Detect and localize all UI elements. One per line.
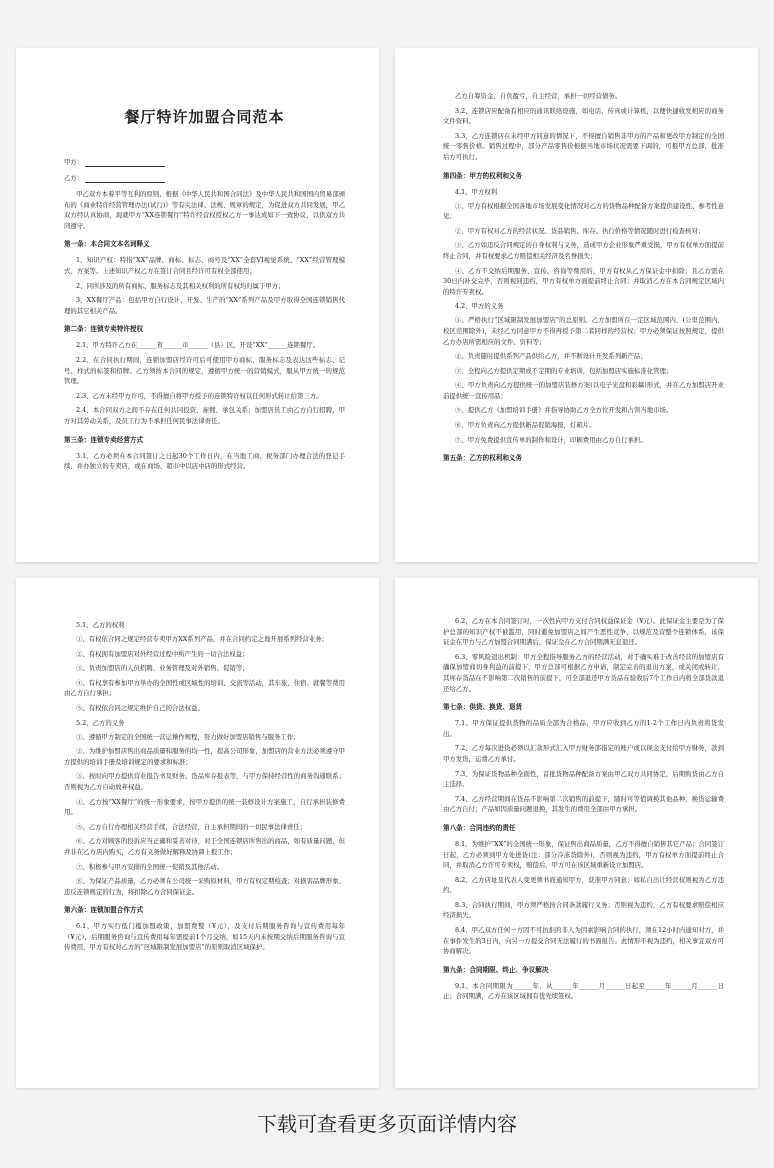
paragraph: ⑤、乙方自行办理相关经营手续，合法经营，自主承担期间的一切民事法律责任； xyxy=(76,822,307,831)
paragraph: 8.2、乙方店址及代表人变更须书面通知甲方，获准甲方同意；如私自出让经营权则视为乙方违约。 xyxy=(443,875,724,895)
paragraph: ①、甲方有权根据全国各地市场发展变化情况对乙方的货物品种配备方案提供建设性、参考性意见； xyxy=(443,201,724,221)
section-heading: 第六条：连锁加盟合作方式 xyxy=(64,906,144,915)
document-page-4 xyxy=(395,578,758,1088)
page-content xyxy=(64,189,345,472)
paragraph: ②、为维护加盟店售出商品质量和服务的均一性，提高公司形象，加盟店的营业方法必须遵守甲方提供的培训手册及培训规定的要求和标准； xyxy=(64,747,345,766)
paragraph: 3.1、乙方必须在本合同签订之日起30个工作日内，在当地工商、税务部门办理合法的登记手续，并办独立的专卖店，或在商场、超市中以店中店的形式经营。 xyxy=(64,451,345,471)
section-heading: 第七条：供货、换货、退货 xyxy=(443,703,523,712)
section-heading: 第八条：合同违约的责任 xyxy=(443,823,516,832)
paragraph: ①、严格执行“区域限制发展加盟店”的总原则。乙方加盟所在一定区域范围内，(公里范围内，校区范围除外)，未经乙方同意甲方不得再授予第二者同样的经营权；甲方必须保证按照规定，提供乙方办店所需相应的文件、资料等； xyxy=(443,316,724,346)
paragraph: 7.2、乙方每次进货必须以汇款形式汇入甲方财务部指定的账户或以现金支付给甲方财务，款到甲方发货，运费乙方承付。 xyxy=(443,744,724,763)
paragraph: ⑦、甲方免费提供宣传单的制作和设计，印刷费用由乙方自行承担。 xyxy=(455,435,647,444)
paragraph: 6.1、甲方实行低门槛加盟政策，加盟费整（¥元），及支付后期服务咨询与宣传费用每年（¥元），后期服务咨询与宣传费用每年需提前1个月交纳，如15天内未按期交纳后期服务咨询与宣传费用，甲方有权对乙方的“区域限制发展加盟店”的原则取消区域保护。 xyxy=(64,922,345,952)
paragraph: ③、全程向乙方提供定期或不定期的专业培训，包括加盟店实施标准化管理； xyxy=(455,366,673,375)
paragraph: ④、甲方负责向乙方提供统一的加盟店装修方案(以电子光盘和彩稿)形式，并在乙方加盟店开业前提供统一宣传用品； xyxy=(443,381,724,400)
subsection-heading: 4.1、甲方权利 xyxy=(455,187,498,196)
party-b-blank xyxy=(85,175,165,183)
paragraph: ④、乙方按“XX餐厅”的统一形象要求，按甲方提供的统一装修设计方案施工，自行承担装修费用。 xyxy=(64,797,345,817)
document-title: 餐厅特许加盟合同范本 xyxy=(124,108,285,126)
paragraph: ⑦、积极参与甲方安排的全国统一促销及其他活动。 xyxy=(76,862,223,871)
section-heading: 第四条：甲方的权利和义务 xyxy=(443,171,523,180)
section-heading: 第九条：合同期限、终止、争议解决 xyxy=(443,965,549,974)
paragraph: 3.2、连锁店应配备有相应的通讯联络设施，如电话、传真或计算机，以便快捷收发相应的商务文件资料。 xyxy=(443,106,724,126)
paragraph: 2.2、在合同执行期间，连锁加盟店经许可后可使用甲方商标，服务标志及表达这些标志、记号、样式的标签和招牌。乙方须按本合同的规定，遵循甲方统一的营销模式，服从甲方统一的规范管理。 xyxy=(64,355,345,386)
paragraph: 2.4、本合同双方之间不存在任何共同投资、雇佣、承包关系；加盟店员工由乙方自行招聘，甲方对其劳动关系，及员工行为不承担任何民事法律责任。 xyxy=(64,406,345,425)
paragraph: 乙方自筹资金，自负盈亏，自主经营，承担一切经营债务。 xyxy=(455,92,622,100)
party-a-field xyxy=(64,157,345,167)
section-heading: 第五条：乙方的权利和义务 xyxy=(443,454,523,463)
paragraph: ②、有权拥有加盟店对外经营过程中所产生的一切合法权益； xyxy=(76,649,249,658)
party-a-blank xyxy=(85,159,165,167)
paragraph: ④、乙方不交纳后期服务、宣传、咨询等费用的，甲方有权从乙方保证金中扣除；且乙方需在30日内补交完毕，否则视同违约，甲方有权单方面提前终止合同；并取消乙方在本合同规定区域内的特许专卖权。 xyxy=(443,266,724,296)
paragraph: ①、有权依合同之规定经营专卖甲方XX系列产品，并在合同约定之地开展系列经营业务； xyxy=(76,635,328,643)
page-content xyxy=(64,620,345,953)
paragraph: 8.1、为维护“XX”的全国统一形象，保证售出商品质量，乙方不得擅自销售其它产品；合同签订日起，乙方必须到甲方处进货(注：部分冷冻货除外)，否则视为违约，甲方有权单方面提前终止合同，并取消乙方许可专卖权，赔偿后，甲方可在该区域重新设立加盟店。 xyxy=(443,839,724,870)
paragraph: 6.2、乙方在本合同签订时，一次性向甲方支付合同权益保证金（¥元）。此保证金主要是为了保护总部的知识产权不被滥用，同时避免加盟店之间产生恶性竞争，以规范及营整个连锁体系，该保证金在甲方与乙方加盟合同期满后，保证金在乙方合同期满无息退还。 xyxy=(443,617,724,647)
subsection-heading: 4.2、甲方的义务 xyxy=(455,302,504,311)
paragraph: 3.3、乙方连锁店在未经甲方同意的情况下，不得擅自销售非甲方的产品和更改甲方制定的全国统一零售价格。销售过程中，部分产品零售价根据当地市场状况需要下调的，可报甲方总部，批准后方可执行。 xyxy=(443,131,724,161)
paragraph: ③、乙方如违反合同规定的自身权利与义务，造成甲方企业形象严重受损，甲方有权单方面提前终止合同，并有权要求乙方赔偿相关经济及名誉损失； xyxy=(443,241,724,260)
page-content xyxy=(443,91,724,463)
paragraph: 7.3、为保证货物品种全面性，首批货物品种配备方案由甲乙双方共同协定，后期购货由乙方自主选择。 xyxy=(443,769,724,789)
paragraph: 2.1、甲方特许乙方在______省______市______（县）区，开设“XX”______连锁餐厅。 xyxy=(76,341,320,350)
paragraph: ①、遵循甲方制定的全国统一营运操作规程，努力做好加盟店销售与服务工作； xyxy=(76,732,300,741)
subsection-heading: 5.2、乙方的义务 xyxy=(76,718,125,727)
paragraph: 7.1、甲方保证提供货物的品质全部为合格品，甲方应收到乙方的1-2个工作日内负责将货发出。 xyxy=(443,719,724,738)
section-heading: 第一条：本合同文本名词释义 xyxy=(64,240,150,249)
section-heading: 第三条：连锁专卖经营方式 xyxy=(64,435,144,444)
paragraph: ⑤、提供乙方《加盟培训手册》并指导协助乙方全方位开发和占领当地市场。 xyxy=(455,406,673,415)
paragraph: 9.1、本合同期限为______年，从______年______月______日起至______年______月______日止；合同期满，乙方在该区域拥有优先续签权。 xyxy=(443,981,724,1001)
paragraph: 8.4、甲乙双方任何一方因不可抗拒的非人为因素影响合同的执行，须在12小时内通知对方，并在事件发生的3日内，向另一方提交合同无法履行的书面报告。此情形不视为违约，相关事宜双方可协商解决。 xyxy=(443,926,724,956)
paragraph: ⑥、甲方负责向乙方提供新品促销海报，灯箱片。 xyxy=(455,421,596,430)
paragraph: ⑧、为保证产品质量，乙方必须在公司统一采购原材料，甲方有权定期检查；对损害品牌形象、违反连锁规定的行为，将扣除乙方合同保证金。 xyxy=(64,877,345,896)
paragraph: 3、XX餐厅产品：包括甲方自行设计、开发、生产的“XX”系列产品及甲方取得全国连锁销售代理的其它相关产品。 xyxy=(64,296,345,315)
paragraph: 甲乙双方本着平等互利的原则，根据《中华人民共和国合同法》及中华人民共和国国内贸易部颁布的《商业特许经营管理办法(试行)》等有关法律、法规、规章的规定，为促进双方共同发展，甲乙双方经认真协商，现就甲方“XX连锁餐厅”特许经营权授权乙方一事达成如下一致协议，以供双方共同遵守。 xyxy=(64,190,345,230)
paragraph: ⑤、有权依合同之规定维护自己的合法权益。 xyxy=(76,703,204,712)
subsection-heading: 5.1、乙方的权利 xyxy=(76,621,125,629)
paragraph: ②、负责随时提供系列产品供给乙方，并不断设计开发系列新产品； xyxy=(455,352,647,361)
document-page-2 xyxy=(395,48,758,562)
paragraph: 8.3、合同执行期间，甲方须严格按合同条款履行义务；否则视为违约，乙方有权要求赔偿相应经济损失。 xyxy=(443,900,724,920)
document-page-1 xyxy=(16,48,379,562)
paragraph: ④、有权享有参加甲方举办的全国性或区域性的培训、交流等活动，其车旅、住宿、就餐等费用由乙方自行承担； xyxy=(64,678,345,698)
paragraph: 1、知识产权：特指“XX”品牌、商标、标志、商号及“XX”全套VI视觉系统、“XX”经营管理模式、方案等。上述知识产权乙方在签订合同且经许可有权全部使用； xyxy=(64,256,345,275)
paragraph: ②、甲方有权对乙方的经营状况、货品销售、库存、执行价格等情况随时进行检查核对； xyxy=(455,226,705,235)
paragraph: ③、负责加盟店的人员招聘、业务管理及对外销售、促销等； xyxy=(76,664,249,673)
party-b-label: 乙方： xyxy=(64,174,84,182)
paragraph: ⑥、乙方对顾客的投诉应当正确和妥善对待，对于全国连锁店所售出的商品，如有质量问题，但并非在乙方店内购买，乙方有义务做好解释及协调上报工作； xyxy=(64,837,345,856)
section-heading: 第二条：连锁专卖特许授权 xyxy=(64,325,144,334)
paragraph: 7.4、乙方经营期间在货品不影响第二次销售的前提下，随时可等值调换其他品种，换货运输费由乙方自付；产品如因质量问题退换，其发生的费用全部由甲方承担。 xyxy=(443,794,724,814)
page-content xyxy=(443,616,724,1002)
paragraph: ③、按时向甲方提供营业报告书及财务、货品库存报表等，与甲方保持经营性的商务沟通联系；否则视为乙方自动放弃权益。 xyxy=(64,772,345,791)
document-page-3 xyxy=(16,578,379,1088)
download-more-link[interactable]: 下载可查看更多页面详情内容 xyxy=(257,1112,517,1136)
paragraph: 6.3、零风险退出机制：甲方全程指导服务乙方的经营活动，对于确实难于改善经营的加盟店有确保加盟商切身利益的前提下，甲方总部可根据乙方申请，制定完善的退出方案，或关闭或转让，其库存货品在不影响第二次销售的前提下，可全部退还甲方货品在验收后7个工作日内将全部货款退还给乙方。 xyxy=(443,652,724,693)
paragraph: 2、同所涉及的所有商标、服务标志及其相关权利的所有权均归属于甲方； xyxy=(76,281,285,290)
paragraph: 2.3、乙方未经甲方许可，不得擅自将甲方授予的连锁特许权以任何形式转让给第三方。 xyxy=(76,391,323,400)
party-b-field xyxy=(64,173,345,183)
party-a-label: 甲方： xyxy=(64,158,84,166)
